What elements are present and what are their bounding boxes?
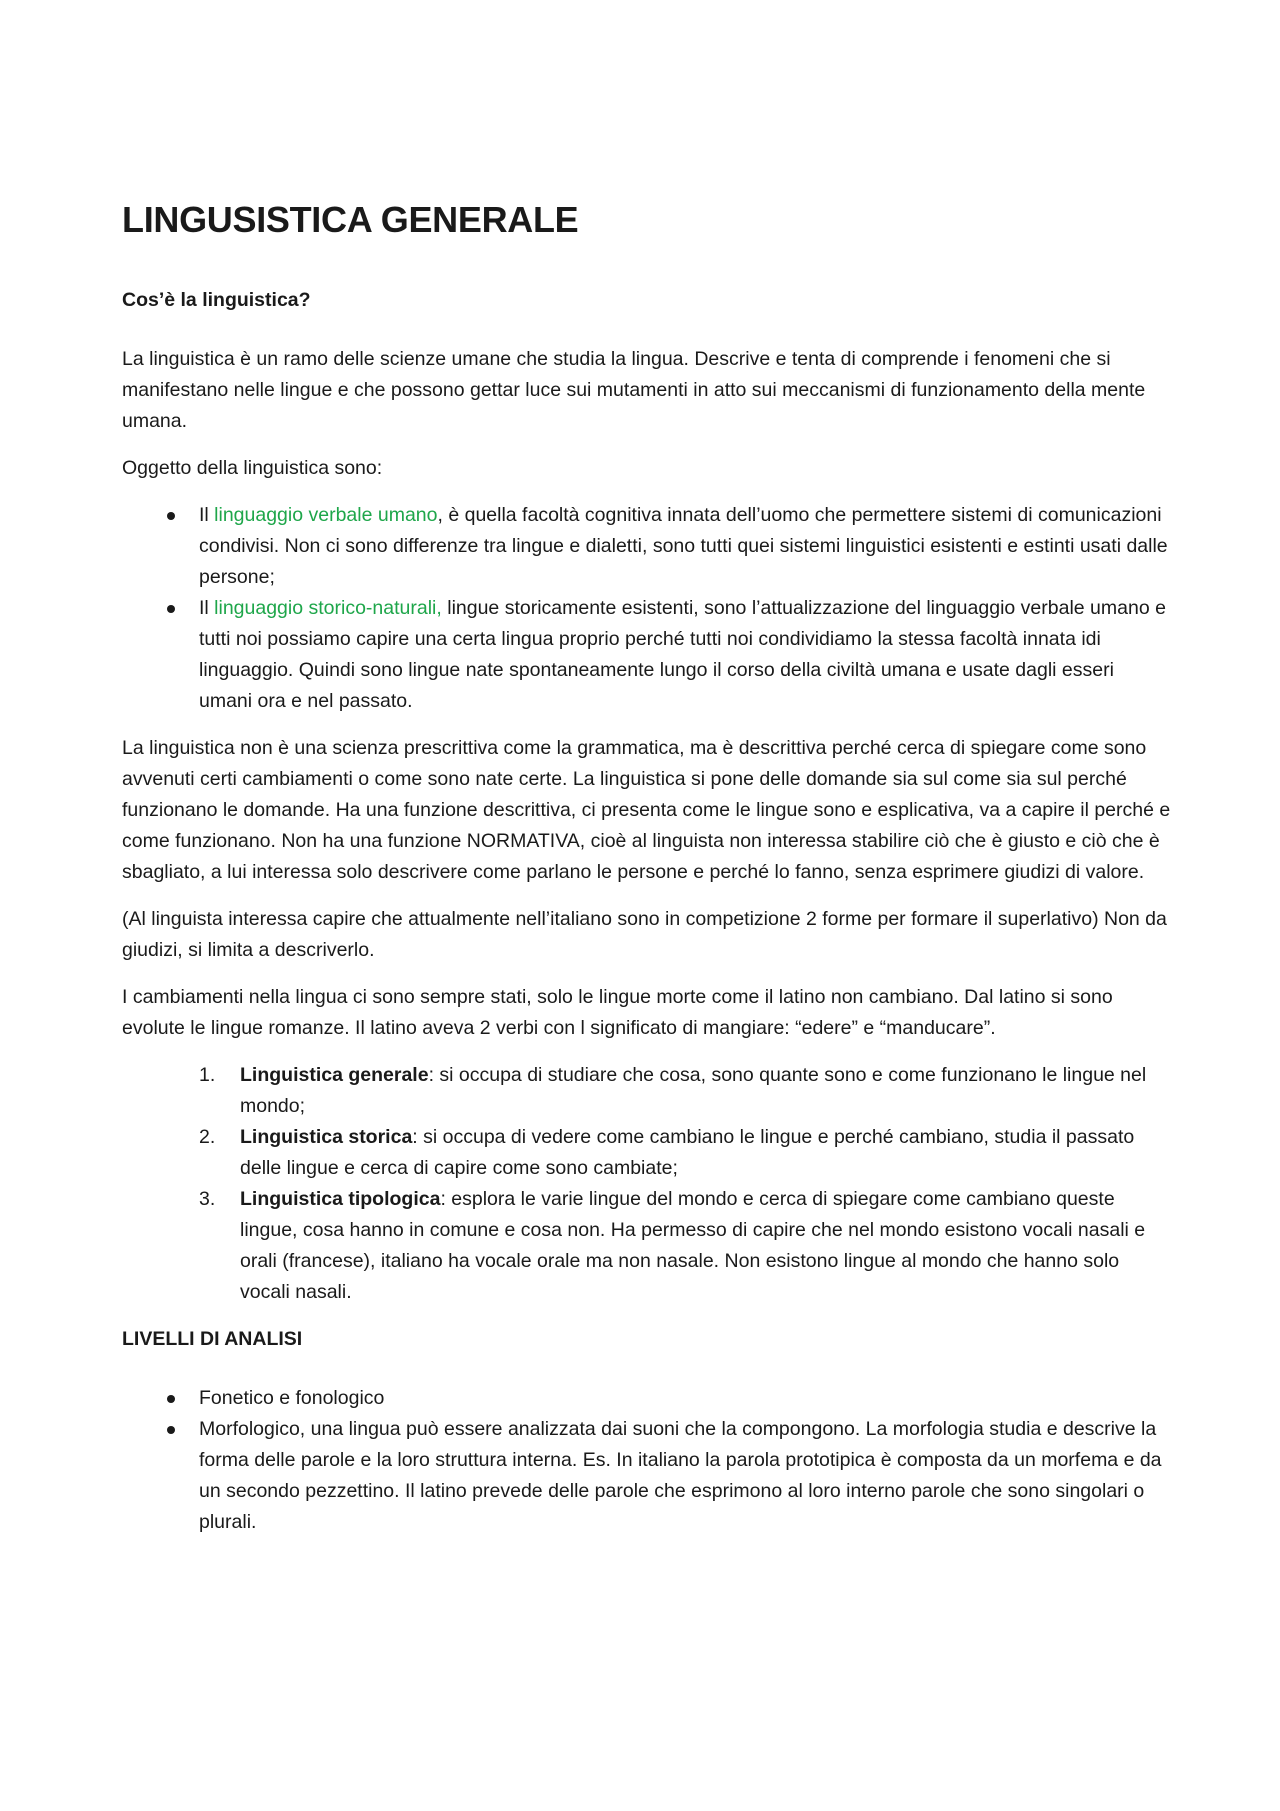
oggetto-list (122, 500, 1172, 717)
list-item: Morfologico, una lingua può essere analizzata dai suoni che la compongono. La morfologia studia e descrive la forma delle parole e la loro struttura interna. Es. In italiano la parola prototipica è composta da un morfema e da un secondo pezzettino. Il latino prevede delle parole che esprimono al loro interno parole che sono singolari o plurali. (122, 1414, 1172, 1538)
intro-paragraph: La linguistica è un ramo delle scienze umane che studia la lingua. Descrive e tenta di comprende i fenomeni che si manifestano nelle lingue e che possono gettar luce sui mutamenti in atto sui meccanismi di funzionamento della mente umana. (122, 348, 1146, 432)
list-item: 1. Linguistica generale: si occupa di studiare che cosa, sono quante sono e come funzionano le lingue nel mondo; (122, 1060, 1172, 1122)
descrittiva-paragraph: La linguistica non è una scienza prescrittiva come la grammatica, ma è descrittiva perché cerca di spiegare come sono avvenuti certi cambiamenti o come sono nate certe. La linguistica si pone delle domande sia sul come sia sul perché funzionano le domande. Ha una funzione descrittiva, ci presenta come le lingue sono e esplicativa, va a capire il perché e come funzionano. Non ha una funzione NORMATIVA, cioè al linguista non interessa stabilire ciò che è giusto e ciò che è sbagliato, a lui interessa solo descrivere come parlano le persone e perché lo fanno, senza esprimere giudizi di valore. (122, 737, 1171, 883)
highlight-term: linguaggio verbale umano (214, 504, 438, 526)
section-question: Cos’è la linguistica? (122, 289, 311, 311)
superlativo-paragraph: (Al linguista interessa capire che attualmente nell’italiano sono in competizione 2 forme per formare il superlativo) Non da giudizi, si limita a descriverlo. (122, 908, 1167, 961)
branch-term: Linguistica generale (240, 1064, 429, 1086)
item-number: 3. (199, 1188, 216, 1210)
branch-term: Linguistica tipologica (240, 1188, 441, 1210)
livelli-list (122, 1383, 1172, 1538)
oggetto-label: Oggetto della linguistica sono: (122, 457, 383, 479)
list-item: Fonetico e fonologico (122, 1383, 1172, 1414)
highlight-term: linguaggio storico-naturali, (214, 597, 442, 619)
document-page (122, 196, 1172, 1554)
list-item: Il linguaggio storico-naturali, lingue storicamente esistenti, sono l’attualizzazione del linguaggio verbale umano e tutti noi possiamo capire una certa lingua proprio perché tutti noi condividiamo la stessa facoltà innata idi linguaggio. Quindi sono lingue nate spontaneamente lungo il corso della civiltà umana e usate dagli esseri umani ora e nel passato. (122, 593, 1172, 717)
livelli-title: LIVELLI DI ANALISI (122, 1328, 303, 1350)
item-number: 1. (199, 1064, 216, 1086)
item-number: 2. (199, 1126, 216, 1148)
document-title: LINGUSISTICA GENERALE (122, 199, 579, 240)
list-item: Il linguaggio verbale umano, è quella facoltà cognitiva innata dell’uomo che permettere sistemi di comunicazioni condivisi. Non ci sono differenze tra lingue e dialetti, sono tutti quei sistemi linguistici esistenti e estinti usati dalle persone; (122, 500, 1172, 593)
list-item: 2. Linguistica storica: si occupa di vedere come cambiano le lingue e perché cambiano, studia il passato delle lingue e cerca di capire come sono cambiate; (122, 1122, 1172, 1184)
cambiamenti-paragraph: I cambiamenti nella lingua ci sono sempre stati, solo le lingue morte come il latino non cambiano. Dal latino si sono evolute le lingue romanze. Il latino aveva 2 verbi con l significato di mangiare: “edere” e “manducare”. (122, 986, 1113, 1039)
branches-list (122, 1060, 1172, 1308)
list-item: 3. Linguistica tipologica: esplora le varie lingue del mondo e cerca di spiegare come cambiano queste lingue, cosa hanno in comune e cosa non. Ha permesso di capire che nel mondo esistono vocali nasali e orali (francese), italiano ha vocale orale ma non nasale. Non esistono lingue al mondo che hanno solo vocali nasali. (122, 1184, 1172, 1308)
branch-term: Linguistica storica (240, 1126, 413, 1148)
